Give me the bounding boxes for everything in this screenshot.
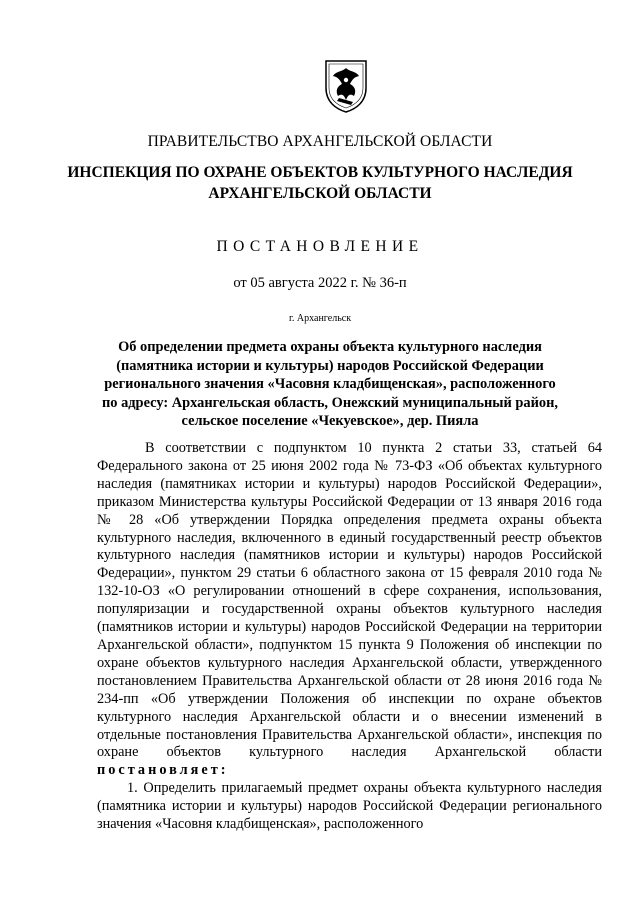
document-date-number: от 05 августа 2022 г. № 36-п (233, 275, 407, 291)
document-city: г. Архангельск (288, 313, 352, 324)
government-title: ПРАВИТЕЛЬСТВО АРХАНГЕЛЬСКОЙ ОБЛАСТИ (147, 133, 493, 150)
preamble-text: В соответствии с подпунктом 10 пункта 2 статьи 33, статьей 64 Федерального закона от 25 июня 2002 года № 73-ФЗ «Об объектах культурного наследия (памятниках истории и культуры) народов Российской Федерации», приказом Министерства культуры Российской Федерации от 13 января 2016 года № 28 «Об утверждении Порядка определения предмета охраны объекта культурного наследия, включенного в единый государственный реестр объектов культурного наследия (памятников истории и культуры) народов Российской Федерации», пунктом 29 статьи 6 областного закона от 15 февраля 2010 года № 132-10-ОЗ «О регулировании отношений в сфере сохранения, использования, популяризации и государственной охраны объектов культурного наследия (памятников истории и культуры) народов Российской Федерации на территории Архангельской области», подпунктом 15 пункта 9 Положения об инспекции по охране объектов культурного наследия Архангельской области, утвержденного постановлением Правительства Архангельской области от 28 июня 2016 года № 234-пп «Об утверждении Положения об инспекции по охране объектов культурного наследия Архангельской области и о внесении изменений в отдельные постановления Правительства Архангельской области», инспекция по охране объектов культурного наследия Архангельской области (97, 440, 602, 761)
document-subject: Об определении предмета охраны объекта культурного наследия (памятника истории и культуры) народов Российской Федерации регионального значения «Часовня кладбищенская», расположенного по адресу: Архангельская область, Онежский муниципальный район, сельское поселение «Чекуевское», дер. Пияла (102, 339, 558, 430)
coat-of-arms-icon (323, 58, 369, 114)
body-paragraph-1 (97, 440, 602, 780)
inspection-title-line2: АРХАНГЕЛЬСКОЙ ОБЛАСТИ (208, 185, 432, 202)
body-paragraph-2: 1. Определить прилагаемый предмет охраны объекта культурного наследия (памятника истории и культуры) народов Российской Федерации регионального значения «Часовня кладбищенская», расположенного (97, 780, 602, 833)
document-type: ПОСТАНОВЛЕНИЕ (216, 238, 424, 255)
inspection-title (0, 162, 640, 204)
inspection-title-line1: ИНСПЕКЦИЯ ПО ОХРАНЕ ОБЪЕКТОВ КУЛЬТУРНОГО НАСЛЕДИЯ (67, 164, 573, 181)
resolves-word: постановляет: (97, 762, 229, 779)
document-body (97, 440, 602, 834)
